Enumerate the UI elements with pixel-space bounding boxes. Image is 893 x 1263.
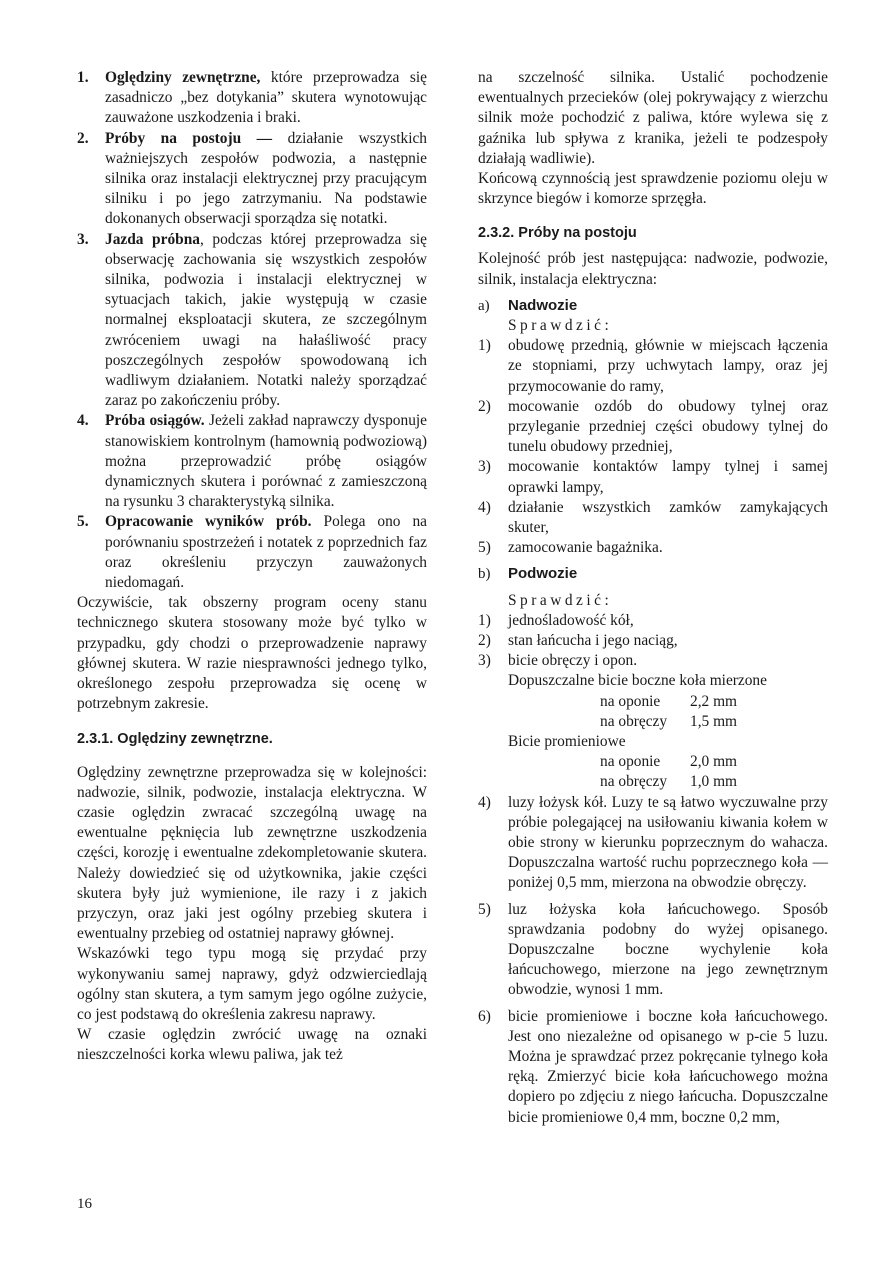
paragraph: na szczelność silnika. Ustalić pochodzenie ewentualnych przecieków (olej pokrywający z wierzchu silnik może pochodzić z paliwa, które wylewa się z gaźnika lub spływa z kranika, jeżeli te podzespoły działają wadliwie).: [478, 69, 828, 167]
item-heading: Oględziny zewnętrzne,: [105, 69, 261, 86]
summary-paragraph: Oczywiście, tak obszerny program oceny stanu technicznego skutera stosowany może być tylko w przypadku, gdy chodzi o przeprowadzenie naprawy głównej skutera. W razie niesprawności jednego tylko, określonego zespołu przeprowadza się ocenę w potrzebnym zakresie.: [77, 594, 427, 713]
runout-row-label: na obręczy: [600, 773, 668, 791]
subsection-heading-podwozie: [478, 564, 828, 584]
page-number: 16: [77, 1196, 92, 1212]
subsection-title: Nadwozie: [508, 296, 578, 314]
section-heading-2-3-2: 2.3.2. Próby na postoju: [478, 225, 637, 242]
item-number: 3.: [77, 230, 89, 248]
paragraph: Końcową czynnością jest sprawdzenie poziomu oleju w skrzynce biegów i komorze sprzęgła.: [478, 170, 828, 208]
item-number: 1.: [77, 69, 89, 86]
list-item: [77, 411, 427, 512]
item-body: Jeżeli zakład naprawczy dysponuje stanowiskiem kontrolnym (hamownią podwoziową) można przeprowadzić próbę osiągów dynamicznych skutera i porównać z zamieszczoną na rysunku 3 charakterystyką silnika.: [105, 412, 427, 511]
paragraph: Wskazówki tego typu mogą się przydać przy wykonywaniu samej naprawy, gdyż odzwierciedlają ogólny stan skutera, a tym samym jego ogólne zużycie, co jest podstawą do określenia zakresu naprawy.: [77, 945, 427, 1023]
paragraph: W czasie oględzin zwrócić uwagę na oznaki nieszczelności korka wlewu paliwa, jak też: [77, 1026, 427, 1064]
item-heading: Opracowanie wyników prób.: [105, 513, 312, 531]
right-column: [478, 68, 828, 1128]
paragraph: Oględziny zewnętrzne przeprowadza się w kolejności: nadwozie, silnik, podwozie, instalacja elektryczna. W czasie oględzin zwracać szczególną uwagę na ewentualne pęknięcia lub zewnętrzne uszkodzenia części, korozję i ewentualne zdekompletowanie skutera. Należy dowiedzieć się od użytkownika, jakie części skutera były już wymienione, ile razy i z jakich przyczyn, oraz jaki jest ogólny przebieg skutera i ewentualny przebieg od ostatniej naprawy głównej.: [77, 763, 427, 943]
left-column: [77, 68, 427, 1066]
list-item: 5) zamocowanie bagażnika.: [478, 539, 663, 557]
runout-lateral-label: Dopuszczalne bicie boczne koła mierzone: [508, 672, 767, 690]
item-body: które przeprowadza się zasadniczo „bez dotykania” skutera wynotowując zauważone uszkodzenia i braki.: [105, 69, 427, 127]
check-label: Sprawdzić:: [508, 317, 613, 335]
item-body: Polega ono na porównaniu spostrzeżeń i notatek z poprzednich faz oraz określeniu przyczyn zauważonych niedomagań.: [105, 513, 427, 592]
subsection-letter: a): [478, 297, 490, 314]
list-item: [77, 68, 427, 129]
item-number: 5.: [77, 513, 89, 531]
list-item: 4) luzy łożysk kół. Luzy te są łatwo wyczuwalne przy próbie polegającej na usiłowaniu kiwania kołem w obie strony w kierunku poprzecznym do wahacza. Dopuszczalna wartość ruchu poprzecznego koła — poniżej 0,5 mm, mierzona na obwodzie obręczy.: [478, 793, 828, 892]
section-heading-2-3-1: 2.3.1. Oględziny zewnętrzne.: [77, 730, 273, 747]
item-number: 2.: [77, 129, 89, 147]
list-item: 5) luz łożyska koła łańcuchowego. Sposób sprawdzania podobny do wyżej opisanego. Dopuszczalne boczne wychylenie koła łańcuchowego, mierzone na jego zewnętrznym obwodzie, wynosi 1 mm.: [478, 900, 828, 999]
runout-row-label: na oponie: [600, 692, 661, 710]
list-item: 3. Jazda próbna, podczas której przeprowadza się obserwację zachowania się wszystkich zespołów silnika, podwozia i instalacji elektrycznej w sytuacjach takich, jakie występują w czasie normalnej eksploatacji skutera, ze szczególnym zwróceniem uwagi na hałaśliwość pracy poszczególnych zespołów spowodowaną ich wadliwym działaniem. Notatki należy sporządzać zaraz po zakończeniu próby.: [77, 230, 427, 410]
runout-row-value: 1,5 mm: [690, 712, 738, 730]
runout-row-value: 2,0 mm: [690, 753, 738, 771]
item-body: podczas której przeprowadza się obserwację zachowania się wszystkich zespołów silnika, podwozia i instalacji elektrycznej w sytuacjach takich, jakie występują w czasie normalnej eksploatacji skutera, ze szczególnym zwróceniem uwagi na hałaśliwość pracy poszczególnych zespołów spowodowaną ich wadliwym działaniem. Notatki należy sporządzać zaraz po zakończeniu próby.: [105, 230, 427, 410]
runout-row-value: 1,0 mm: [690, 773, 738, 791]
list-item: 4) działanie wszystkich zamków zamykających skuter,: [478, 498, 828, 537]
runout-row-value: 2,2 mm: [690, 692, 738, 710]
list-item: [77, 129, 427, 230]
list-item: 3) bicie obręczy i opon.: [478, 652, 638, 670]
list-item: 6) bicie promieniowe i boczne koła łańcuchowego. Jest ono niezależne od opisanego w p-cie 5 luzu. Można je sprawdzać przez pokręcanie tylnego koła ręką. Zmierzyć bicie koła łańcuchowego można dopiero po zdjęciu z niego łańcucha. Dopuszczalne bicie promieniowe 0,4 mm, boczne 0,2 mm,: [478, 1007, 828, 1126]
runout-radial-label: Bicie promieniowe: [508, 733, 626, 751]
item-body: działanie wszystkich ważniejszych zespołów podwozia, a następnie silnika oraz instalacji elektrycznej przy pracującym silniku i po jego zatrzymaniu. Na podstawie dokonanych obserwacji sporządza się notatki.: [105, 129, 427, 228]
check-label: Sprawdzić:: [508, 591, 613, 609]
item-heading: Próba osiągów.: [105, 412, 205, 430]
list-item: 1) jednośladowość kół,: [478, 611, 634, 629]
item-heading: Próby na postoju —: [105, 129, 273, 147]
paragraph: Kolejność prób jest następująca: nadwozie, podwozie, silnik, instalacja elektryczna:: [478, 250, 828, 288]
list-item: 2) stan łańcucha i jego naciąg,: [478, 632, 678, 650]
subsection-heading-nadwozie: [478, 296, 828, 316]
runout-row-label: na obręczy: [600, 712, 668, 730]
runout-table: [508, 671, 828, 792]
list-item: [77, 512, 427, 593]
item-number: 4.: [77, 412, 89, 430]
list-item: 2) mocowanie ozdób do obudowy tylnej oraz przyleganie przedniej części obudowy tylnej do tunelu obudowy przedniej,: [478, 397, 828, 456]
list-item: 1) obudowę przednią, głównie w miejscach łączenia ze stopniami, przy uchwytach lampy, oraz jej przymocowanie do ramy,: [478, 337, 828, 395]
runout-row-label: na oponie: [600, 753, 661, 771]
item-heading: Jazda próbna: [105, 230, 200, 248]
list-item: 3) mocowanie kontaktów lampy tylnej i samej oprawki lampy,: [478, 458, 828, 496]
subsection-title: Podwozie: [508, 565, 578, 583]
subsection-letter: b): [478, 566, 491, 583]
